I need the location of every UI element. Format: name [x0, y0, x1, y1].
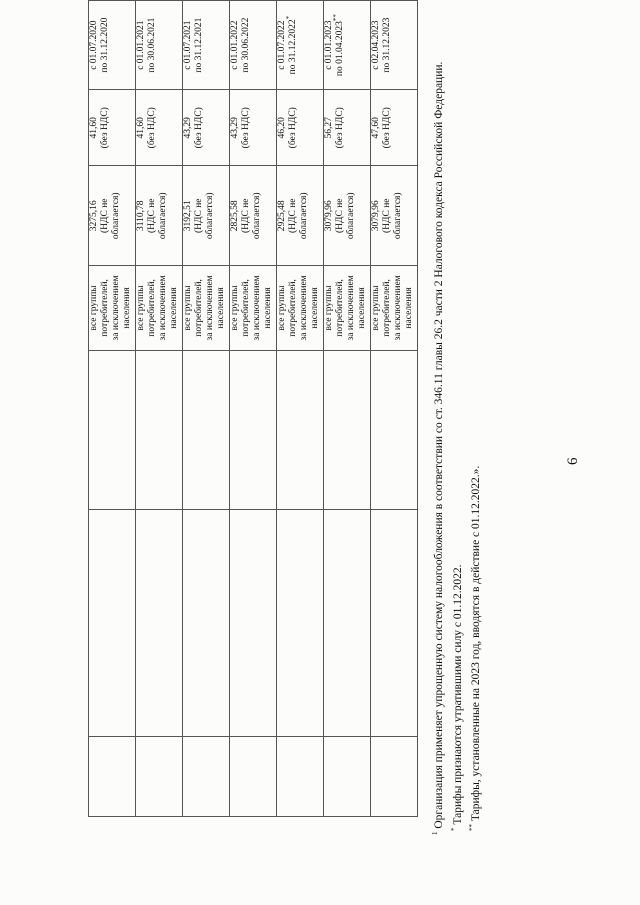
cell-line: все группы потребителей, — [371, 279, 392, 337]
cell-line: с 01.01.2023 — [324, 20, 334, 70]
tariff-price-cell — [136, 166, 183, 266]
cell-line: 43,29 — [183, 117, 193, 139]
cell-line — [331, 4, 346, 86]
footnote-main-text: Организация применяет упрощенную систему налогообложения в соответствии со ст. 346.11 главы 26.2 части 2 Налогового кодекса Российской Федерации. — [433, 61, 445, 829]
cell-line: (без НДС) — [240, 107, 251, 149]
validity-period-cell — [183, 1, 230, 90]
cell-line: облагается) — [204, 192, 215, 240]
cell-line: 41,60 — [136, 117, 146, 139]
consumer-group-cell — [277, 266, 324, 350]
footnote-main — [432, 45, 448, 845]
cell-line: (без НДС) — [99, 107, 110, 149]
tariff-price-vat-cell — [277, 90, 324, 166]
cell-line: 3110,78 — [136, 200, 146, 232]
cell-line: все группы потребителей, — [183, 279, 204, 337]
cell-line: все группы потребителей, — [89, 279, 110, 337]
cell-line: (без НДС) — [381, 107, 392, 149]
cell-line: все группы потребителей, — [230, 279, 251, 337]
cell-line: с 01.07.2022 — [277, 20, 287, 70]
table-row — [324, 1, 371, 817]
cell-line: 3275,16 — [89, 200, 99, 232]
footnote-main-mark: 1 — [431, 831, 440, 835]
empty-cell-2 — [324, 510, 371, 737]
cell-line: за исключением населения — [251, 275, 273, 341]
cell-line: (НДС не — [381, 198, 392, 234]
tariff-table — [88, 0, 418, 817]
period-footnote-mark: * — [284, 15, 293, 20]
cell-line: 3192,51 — [183, 200, 193, 232]
cell-line: с 01.01.2022 — [230, 20, 240, 70]
cell-line: за исключением населения — [298, 275, 320, 341]
cell-line: все группы потребителей, — [136, 279, 157, 337]
cell-line: облагается) — [110, 192, 121, 240]
cell-line: (НДС не — [99, 198, 110, 234]
empty-cell-2 — [371, 510, 418, 737]
tariff-price-cell — [277, 166, 324, 266]
table-row — [277, 1, 324, 817]
table-row — [230, 1, 277, 817]
tariff-price-vat-cell — [371, 90, 418, 166]
footnote-1-mark: * — [449, 827, 458, 831]
cell-line: все группы потребителей, — [324, 279, 345, 337]
footnotes — [432, 45, 485, 845]
consumer-group-cell — [183, 266, 230, 350]
period-footnote-mark: ** — [331, 14, 340, 22]
cell-line: по 31.12.2021 — [193, 17, 204, 73]
footnote-1-text: Тарифы признаются утратившими силу с 01.12.2022. — [451, 564, 464, 825]
table-row — [371, 1, 418, 817]
table-row — [89, 1, 136, 817]
validity-period-cell — [277, 1, 324, 90]
footnote-2-text: Тарифы, установленные на 2023 год, вводятся в действие с 01.12.2022.». — [470, 465, 483, 822]
validity-period-cell — [324, 1, 371, 90]
consumer-group-cell — [371, 266, 418, 350]
consumer-group-cell — [324, 266, 371, 350]
cell-line: за исключением населения — [157, 275, 179, 341]
empty-cell-3 — [136, 350, 183, 510]
empty-cell-1 — [183, 737, 230, 817]
footnote-2-mark: ** — [468, 824, 477, 831]
page-number: 6 — [565, 457, 581, 465]
consumer-group-cell — [230, 266, 277, 350]
validity-period-cell — [89, 1, 136, 90]
empty-cell-1 — [230, 737, 277, 817]
tariff-price-cell — [371, 166, 418, 266]
cell-line: 2925,48 — [277, 200, 287, 232]
cell-line: (НДС не — [240, 198, 251, 234]
cell-line: с 01.07.2020 — [89, 20, 99, 70]
tariff-price-vat-cell — [136, 90, 183, 166]
tariff-price-cell — [230, 166, 277, 266]
empty-cell-1 — [136, 737, 183, 817]
consumer-group-cell — [136, 266, 183, 350]
cell-line: облагается) — [345, 192, 356, 240]
cell-line: за исключением населения — [392, 275, 414, 341]
empty-cell-1 — [89, 737, 136, 817]
cell-line: (без НДС) — [193, 107, 204, 149]
cell-line: за исключением населения — [204, 275, 226, 341]
footnote-2 — [469, 45, 485, 831]
cell-line: с 02.04.2023 — [371, 20, 381, 70]
consumer-group-cell — [89, 266, 136, 350]
empty-cell-1 — [371, 737, 418, 817]
empty-cell-3 — [89, 350, 136, 510]
cell-line: (НДС не — [146, 198, 157, 234]
empty-cell-2 — [136, 510, 183, 737]
table-row — [136, 1, 183, 817]
cell-line: облагается) — [251, 192, 262, 240]
validity-period-cell — [136, 1, 183, 90]
table-row — [183, 1, 230, 817]
empty-cell-3 — [230, 350, 277, 510]
cell-line — [284, 4, 299, 86]
empty-cell-2 — [230, 510, 277, 737]
tariff-price-cell — [324, 166, 371, 266]
period-end: по 31.12.2022 — [287, 19, 298, 75]
cell-line: все группы потребителей, — [277, 279, 298, 337]
empty-cell-3 — [324, 350, 371, 510]
empty-cell-2 — [183, 510, 230, 737]
empty-cell-1 — [277, 737, 324, 817]
cell-line: с 01.01.2021 — [136, 20, 146, 70]
cell-line: с 01.07.2021 — [183, 20, 193, 70]
empty-cell-3 — [277, 350, 324, 510]
cell-line: (НДС не — [287, 198, 298, 234]
cell-line: 46,20 — [277, 117, 287, 139]
cell-line: (НДС не — [334, 198, 345, 234]
tariff-price-vat-cell — [324, 90, 371, 166]
empty-cell-3 — [371, 350, 418, 510]
tariff-price-cell — [89, 166, 136, 266]
cell-line: по 30.06.2021 — [146, 17, 157, 73]
empty-cell-1 — [324, 737, 371, 817]
cell-line: 3079,96 — [371, 200, 381, 232]
cell-line: за исключением населения — [110, 275, 132, 341]
cell-line: облагается) — [392, 192, 403, 240]
cell-line: (НДС не — [193, 198, 204, 234]
period-end: по 01.04.2023 — [334, 21, 345, 77]
cell-line: 3079,96 — [324, 200, 334, 232]
cell-line: (без НДС) — [287, 107, 298, 149]
tariff-price-vat-cell — [183, 90, 230, 166]
cell-line: (без НДС) — [334, 107, 345, 149]
cell-line: за исключением населения — [345, 275, 367, 341]
cell-line: 2825,58 — [230, 200, 240, 232]
footnote-1 — [451, 45, 467, 831]
cell-line: облагается) — [298, 192, 309, 240]
cell-line: по 30.06.2022 — [240, 17, 251, 73]
tariff-price-vat-cell — [89, 90, 136, 166]
validity-period-cell — [371, 1, 418, 90]
cell-line: 56,27 — [324, 117, 334, 139]
validity-period-cell — [230, 1, 277, 90]
cell-line: 47,60 — [371, 117, 381, 139]
cell-line: 41,60 — [89, 117, 99, 139]
tariff-price-vat-cell — [230, 90, 277, 166]
cell-line: облагается) — [157, 192, 168, 240]
cell-line: (без НДС) — [146, 107, 157, 149]
empty-cell-2 — [89, 510, 136, 737]
cell-line: по 31.12.2023 — [381, 17, 392, 73]
empty-cell-2 — [277, 510, 324, 737]
cell-line: по 31.12.2020 — [99, 17, 110, 73]
cell-line: 43,29 — [230, 117, 240, 139]
empty-cell-3 — [183, 350, 230, 510]
tariff-price-cell — [183, 166, 230, 266]
